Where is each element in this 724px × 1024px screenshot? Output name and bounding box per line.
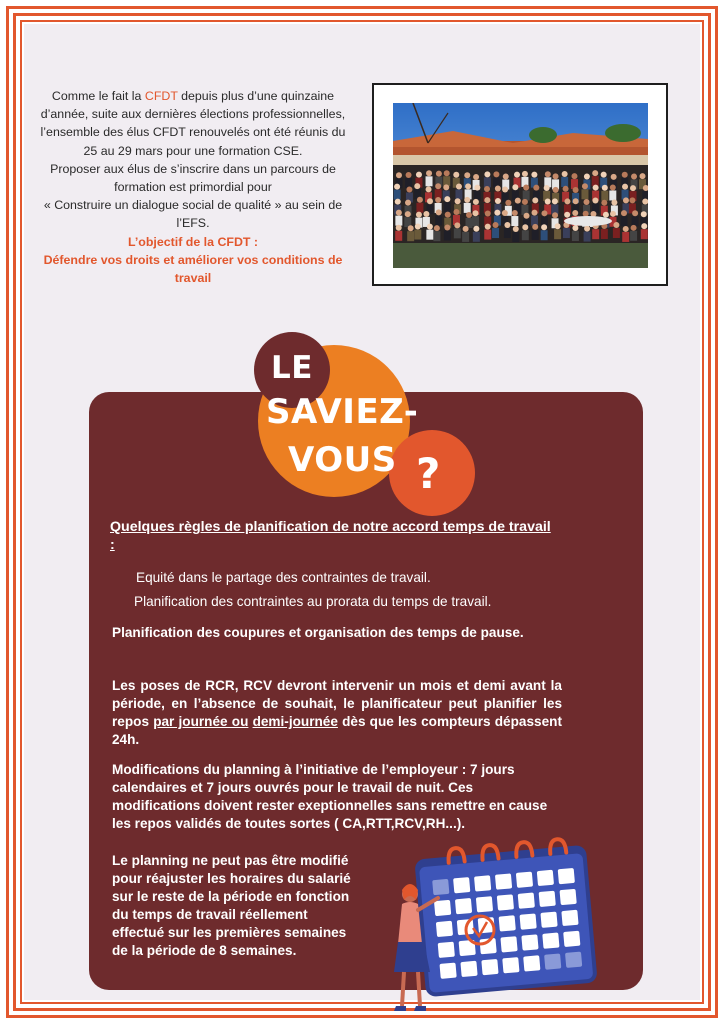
title-saviez: SAVIEZ- [266, 392, 419, 432]
intro-text [36, 87, 350, 287]
rule-equity: Equité dans le partage des contraintes de travail. [136, 570, 431, 585]
objective-text: Défendre vos droits et améliorer vos conditions de travail [43, 252, 343, 286]
intro-paragraph-3: « Construire un dialogue social de qualité » au sein de l’EFS. [43, 198, 343, 231]
title-question-mark: ? [416, 449, 441, 498]
rule-no-readjust: Le planning ne peut pas être modifié pour réajuster les horaires du salarié sur le reste de la période en fonction du temps de travail réellement effectué sur les premières semaines de la période de 8 semaines. [112, 853, 351, 958]
rule-employer-changes: Modifications du planning à l’initiative de l’employeur : 7 jours calendaires et 7 jours ouvrés pour le travail de nuit. Ces modifications doivent rester exeptionnelles sans remettre en cause les repos validés de toutes sortes ( CA,RTT,RCV,RH...). [112, 762, 548, 831]
rules-heading: Quelques règles de planification de notre accord temps de travail : [110, 519, 551, 553]
group-photo-frame [372, 83, 668, 286]
title-vous: VOUS [288, 440, 397, 480]
intro-paragraph-2: Proposer aux élus de s’inscrire dans un parcours de formation est primordial pour [50, 161, 336, 195]
group-photo [393, 103, 648, 268]
cfdt-highlight: CFDT [144, 89, 178, 103]
title-le: LE [271, 350, 313, 386]
rule-prorata: Planification des contraintes au prorata du temps de travail. [134, 594, 492, 609]
rule-breaks: Planification des coupures et organisation des temps de pause. [112, 625, 524, 640]
objective-title: L’objectif de la CFDT : [127, 234, 259, 249]
intro-paragraph-1: Comme le fait la CFDT depuis plus d’une quinzaine d’année, suite aux dernières élections professionnelles, l’ensemble des élus CFDT renouvelés ont été réunis du 25 au 29 mars pour une formation CSE. [40, 89, 346, 158]
calendar-illustration [380, 830, 600, 1014]
rule-rcr-rcv: Les poses de RCR, RCV devront intervenir un mois et demi avant la période, en l’absence de souhait, le planificateur peut planifier les repos par journée ou demi-journée dès que les compteurs dépassent 24h. [112, 678, 562, 747]
